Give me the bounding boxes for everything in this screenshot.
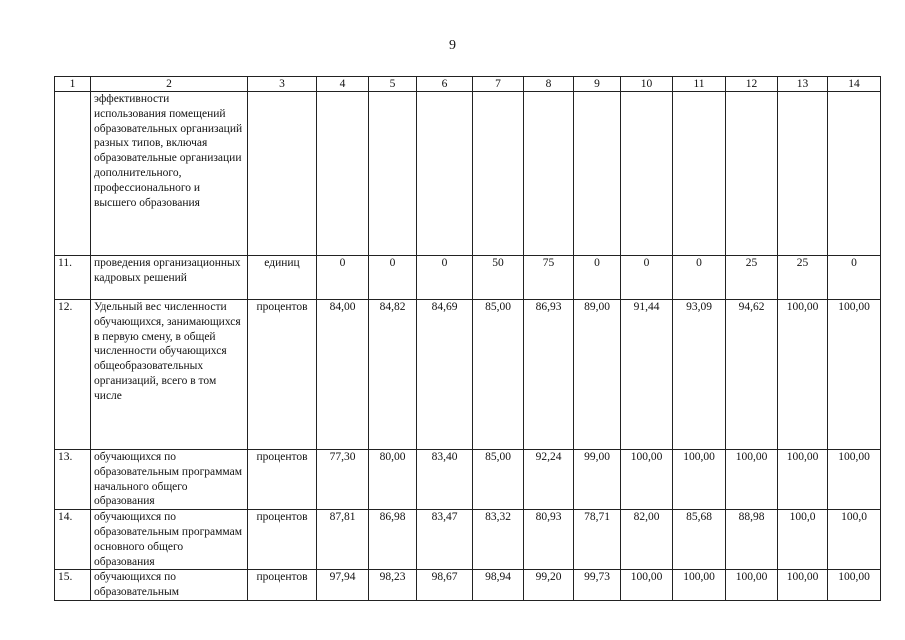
value-cell: 100,00	[778, 570, 828, 601]
value-cell	[828, 92, 881, 256]
row-number: 13.	[55, 450, 91, 510]
value-cell: 100,00	[828, 300, 881, 450]
header-cell: 7	[473, 77, 524, 92]
value-cell: 100,00	[778, 450, 828, 510]
value-cell	[621, 92, 673, 256]
value-cell: 100,0	[778, 510, 828, 570]
header-cell: 8	[524, 77, 574, 92]
header-cell: 13	[778, 77, 828, 92]
header-cell: 14	[828, 77, 881, 92]
value-cell: 97,94	[317, 570, 369, 601]
value-cell	[726, 92, 778, 256]
value-cell: 86,98	[369, 510, 417, 570]
value-cell: 84,00	[317, 300, 369, 450]
value-cell: 100,00	[828, 570, 881, 601]
indicators-table	[54, 76, 881, 601]
value-cell	[369, 92, 417, 256]
value-cell	[417, 92, 473, 256]
value-cell: 100,00	[673, 570, 726, 601]
value-cell: 98,94	[473, 570, 524, 601]
value-cell: 78,71	[574, 510, 621, 570]
value-cell: 100,00	[726, 570, 778, 601]
header-row	[55, 77, 881, 92]
value-cell: 100,00	[778, 300, 828, 450]
table-row	[55, 570, 881, 601]
value-cell: 99,20	[524, 570, 574, 601]
value-cell: 94,62	[726, 300, 778, 450]
value-cell: 0	[828, 256, 881, 300]
table-row	[55, 450, 881, 510]
header-cell: 6	[417, 77, 473, 92]
indicator-name: обучающихся по образовательным	[91, 570, 248, 601]
indicator-name: проведения организационных кадровых решений	[91, 256, 248, 300]
value-cell: 75	[524, 256, 574, 300]
header-cell: 2	[91, 77, 248, 92]
value-cell: 85,00	[473, 300, 524, 450]
header-cell: 9	[574, 77, 621, 92]
unit-cell: процентов	[248, 300, 317, 450]
table-body	[55, 77, 881, 601]
row-number: 14.	[55, 510, 91, 570]
value-cell: 100,00	[726, 450, 778, 510]
value-cell: 0	[673, 256, 726, 300]
value-cell: 100,0	[828, 510, 881, 570]
table-row	[55, 92, 881, 256]
header-cell: 12	[726, 77, 778, 92]
value-cell: 83,47	[417, 510, 473, 570]
value-cell: 87,81	[317, 510, 369, 570]
value-cell	[673, 92, 726, 256]
value-cell: 83,40	[417, 450, 473, 510]
value-cell: 25	[778, 256, 828, 300]
table-row	[55, 256, 881, 300]
value-cell: 85,00	[473, 450, 524, 510]
value-cell: 77,30	[317, 450, 369, 510]
value-cell: 89,00	[574, 300, 621, 450]
row-number	[55, 92, 91, 256]
unit-cell	[248, 92, 317, 256]
value-cell: 99,73	[574, 570, 621, 601]
value-cell: 100,00	[621, 570, 673, 601]
value-cell	[473, 92, 524, 256]
value-cell: 83,32	[473, 510, 524, 570]
row-number: 11.	[55, 256, 91, 300]
row-number: 15.	[55, 570, 91, 601]
unit-cell: процентов	[248, 510, 317, 570]
value-cell: 25	[726, 256, 778, 300]
value-cell: 0	[369, 256, 417, 300]
value-cell: 0	[621, 256, 673, 300]
value-cell: 92,24	[524, 450, 574, 510]
value-cell	[574, 92, 621, 256]
page-number: 9	[449, 38, 456, 53]
value-cell: 0	[574, 256, 621, 300]
value-cell	[524, 92, 574, 256]
value-cell: 100,00	[673, 450, 726, 510]
value-cell: 85,68	[673, 510, 726, 570]
value-cell: 93,09	[673, 300, 726, 450]
value-cell: 0	[317, 256, 369, 300]
value-cell: 82,00	[621, 510, 673, 570]
header-cell: 1	[55, 77, 91, 92]
row-number: 12.	[55, 300, 91, 450]
value-cell: 50	[473, 256, 524, 300]
value-cell	[778, 92, 828, 256]
value-cell: 80,00	[369, 450, 417, 510]
value-cell: 99,00	[574, 450, 621, 510]
value-cell: 84,82	[369, 300, 417, 450]
unit-cell: единиц	[248, 256, 317, 300]
indicator-name: эффективности использования помещений образовательных организаций разных типов, включая образовательные организации дополнительного, профессионального и высшего образования	[91, 92, 248, 256]
value-cell: 91,44	[621, 300, 673, 450]
value-cell: 100,00	[621, 450, 673, 510]
value-cell: 98,23	[369, 570, 417, 601]
value-cell: 84,69	[417, 300, 473, 450]
table-row	[55, 510, 881, 570]
indicator-name: обучающихся по образовательным программам начального общего образования	[91, 450, 248, 510]
header-cell: 10	[621, 77, 673, 92]
value-cell: 86,93	[524, 300, 574, 450]
unit-cell: процентов	[248, 570, 317, 601]
table-row	[55, 300, 881, 450]
value-cell: 98,67	[417, 570, 473, 601]
header-cell: 5	[369, 77, 417, 92]
header-cell: 4	[317, 77, 369, 92]
header-cell: 3	[248, 77, 317, 92]
value-cell	[317, 92, 369, 256]
value-cell: 80,93	[524, 510, 574, 570]
value-cell: 0	[417, 256, 473, 300]
unit-cell: процентов	[248, 450, 317, 510]
indicator-name: Удельный вес численности обучающихся, занимающихся в первую смену, в общей численности обучающихся общеобразовательных организаций, всего в том числе	[91, 300, 248, 450]
header-cell: 11	[673, 77, 726, 92]
value-cell: 100,00	[828, 450, 881, 510]
value-cell: 88,98	[726, 510, 778, 570]
indicator-name: обучающихся по образовательным программам основного общего образования	[91, 510, 248, 570]
